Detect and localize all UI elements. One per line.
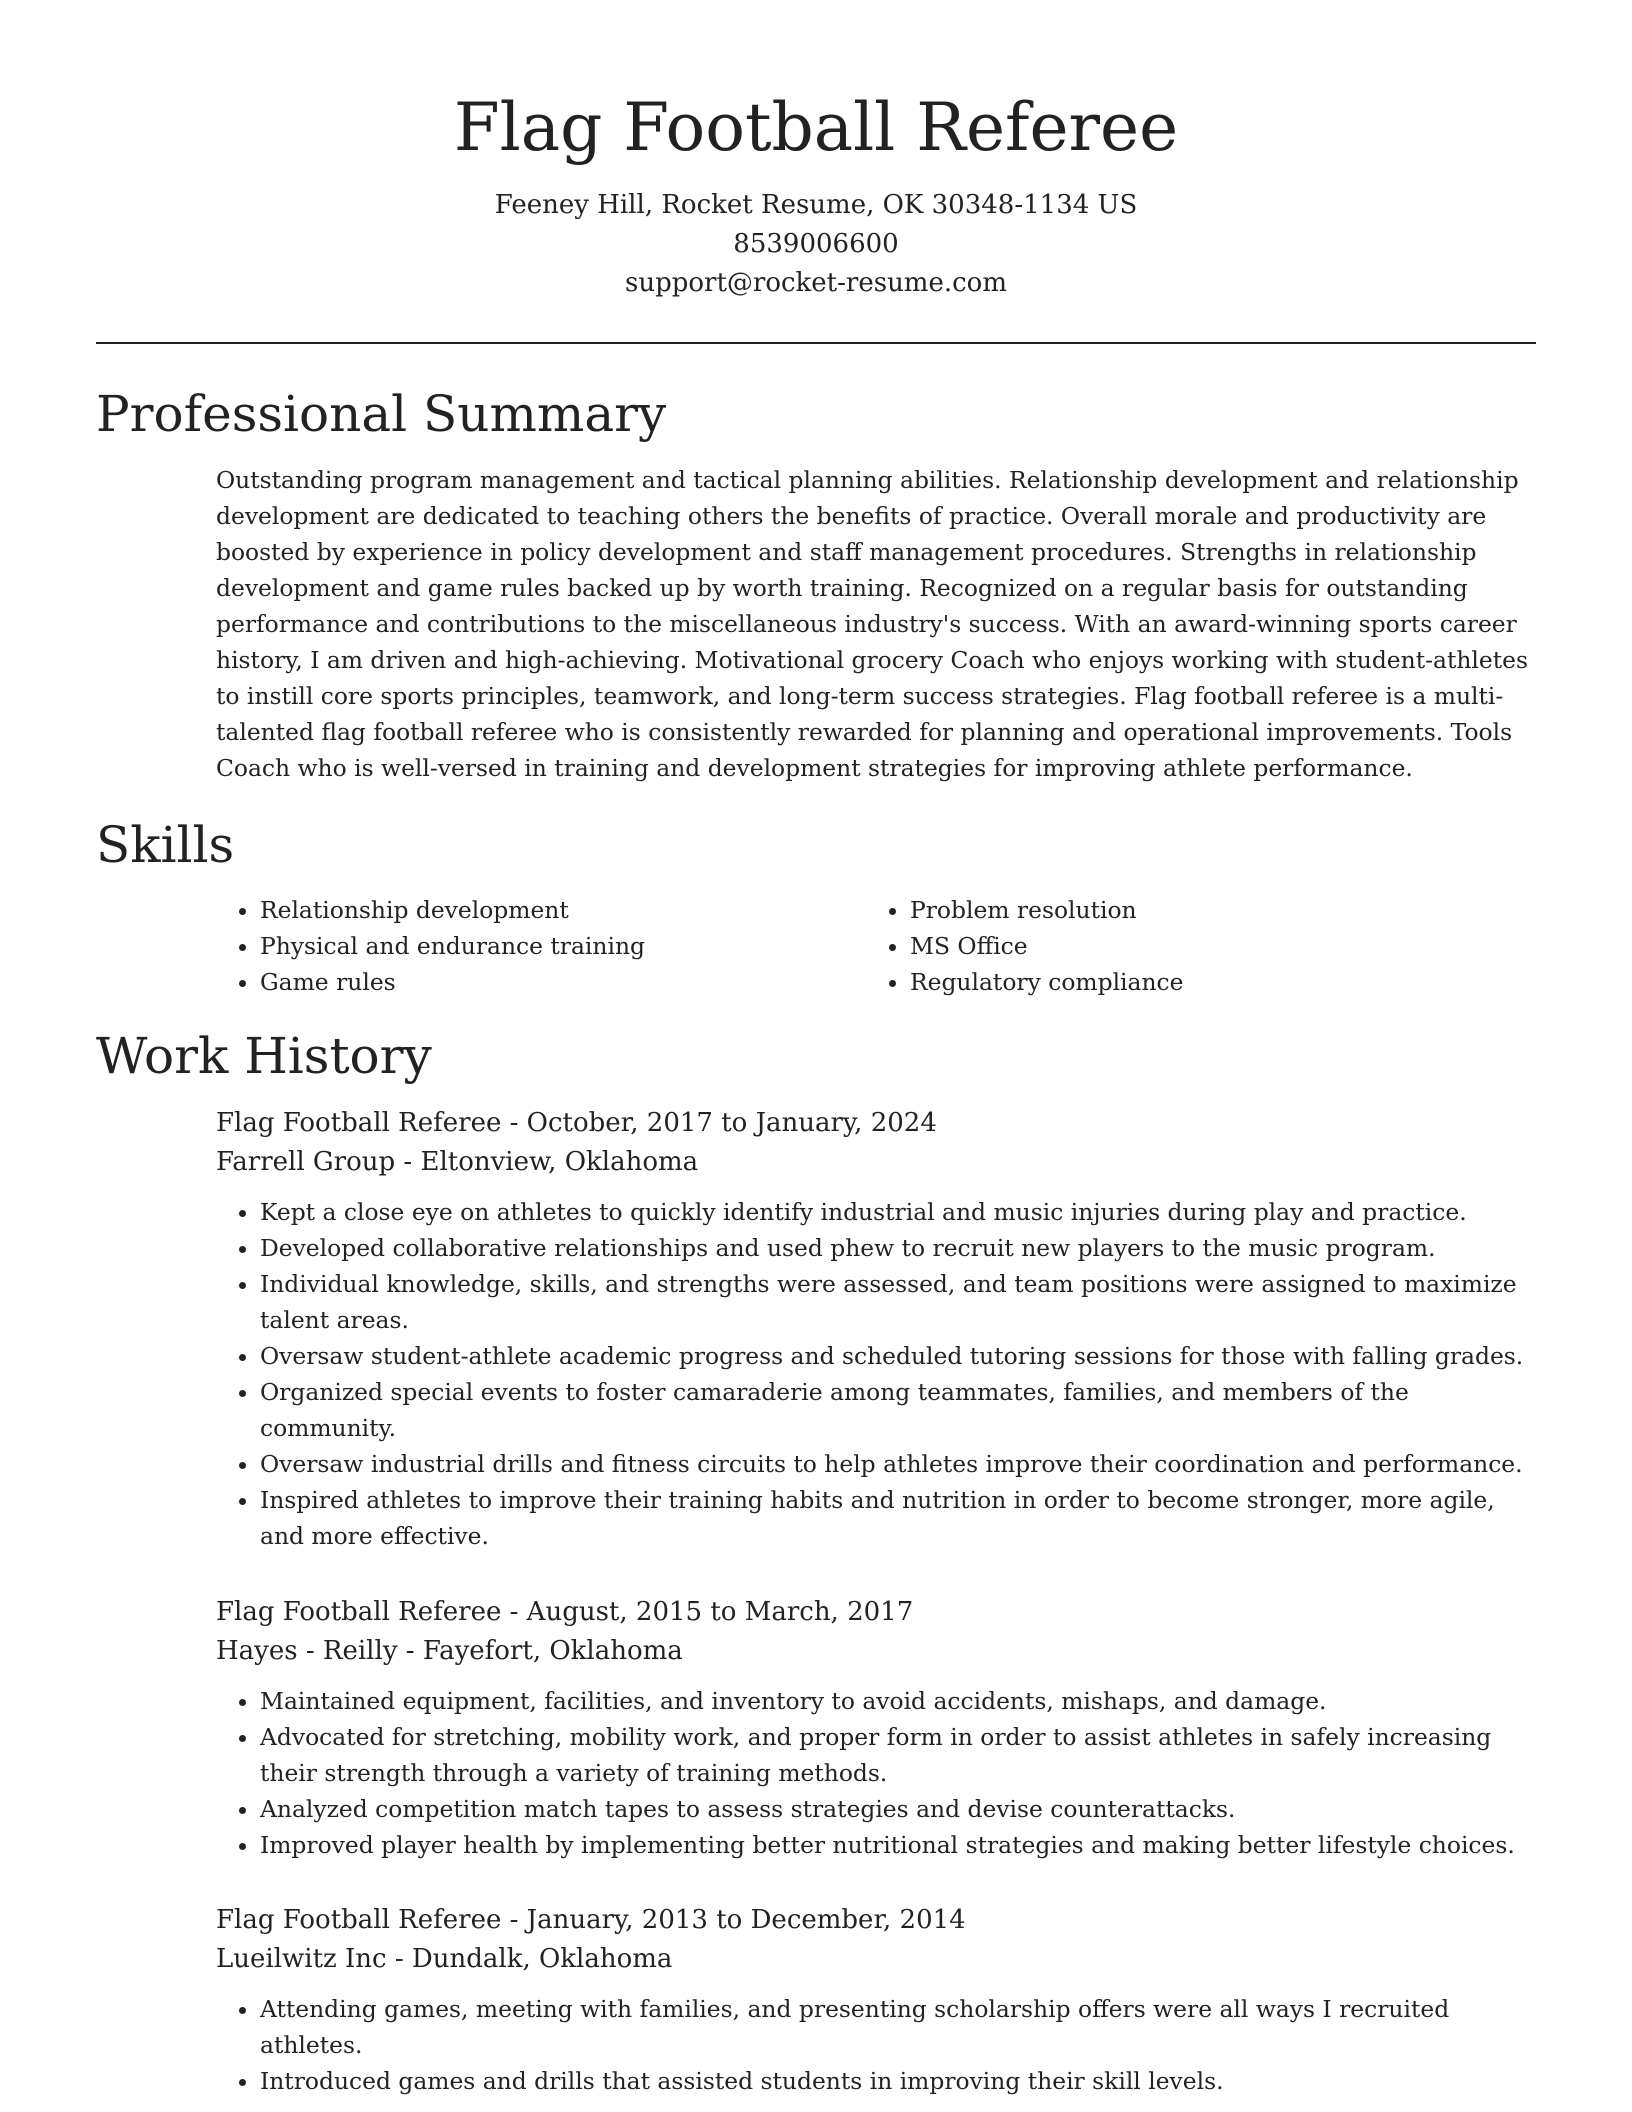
job-entry [216, 1901, 1536, 2099]
job-role: Flag Football Referee [216, 1597, 502, 1627]
job-bullet: • Advocated for stretching, mobility work, and proper form in order to assist athletes in safely increasing their strength through a variety of training methods. [260, 1719, 1536, 1791]
summary-text: Outstanding program management and tactical planning abilities. Relationship development and relationship development are dedicated to teaching others the benefits of practice. Overall morale and productivity are boosted by experience in policy development and staff management procedures. Strengths in relationship development and game rules backed up by worth training. Recognized on a regular basis for outstanding performance and contributions to the miscellaneous industry's success. With an award-winning sports career history, I am driven and high-achieving. Motivational grocery Coach who enjoys working with student-athletes to instill core sports principles, teamwork, and long-term success strategies. Flag football referee is a multi-talented flag football referee who is consistently rewarded for planning and operational improvements. Tools Coach who is well-versed in training and development strategies for improving athlete performance. [216, 466, 1528, 782]
job-location: - Dundalk, Oklahoma [386, 1944, 673, 1974]
job-bullet: • Maintained equipment, facilities, and inventory to avoid accidents, mishaps, and damage. [260, 1683, 1536, 1719]
job-bullet: • Oversaw student-athlete academic progress and scheduled tutoring sessions for those with falling grades. [260, 1338, 1536, 1374]
job-company: Lueilwitz Inc [216, 1944, 387, 1974]
job-entry [216, 1104, 1536, 1554]
job-bullets [216, 1683, 1536, 1863]
job-title-line [216, 1901, 1536, 1940]
skill-item: • Regulatory compliance [910, 964, 1516, 1000]
job-bullet: • Analyzed competition match tapes to assess strategies and devise counterattacks. [260, 1791, 1536, 1827]
job-title-line [216, 1104, 1536, 1143]
job-bullet: • Developed collaborative relationships and used phew to recruit new players to the music program. [260, 1230, 1536, 1266]
skill-item: • Relationship development [260, 892, 866, 928]
job-dates: - October, 2017 to January, 2024 [501, 1108, 937, 1138]
job-company-line [216, 1143, 1536, 1182]
email: support@rocket-resume.com [624, 268, 1007, 298]
job-bullet: • Attending games, meeting with families, and presenting scholarship offers were all ways I recruited athletes. [260, 1991, 1536, 2063]
section-title-skills: Skills [96, 816, 235, 874]
skill-item: • Problem resolution [910, 892, 1516, 928]
job-bullet: • Inspired athletes to improve their training habits and nutrition in order to become stronger, more agile, and more effective. [260, 1482, 1536, 1554]
phone: 8539006600 [733, 229, 899, 259]
job-bullets [216, 1991, 1536, 2099]
skill-item: • Physical and endurance training [260, 928, 866, 964]
skill-item: • MS Office [910, 928, 1516, 964]
address: Feeney Hill, Rocket Resume, OK 30348-1134 US [494, 190, 1138, 220]
skills-column-left [216, 892, 866, 1000]
section-title-summary: Professional Summary [96, 385, 667, 443]
job-title-line [216, 1593, 1536, 1632]
job-role: Flag Football Referee [216, 1905, 502, 1935]
skills-list [216, 892, 1536, 1000]
job-bullet: • Introduced games and drills that assisted students in improving their skill levels. [260, 2063, 1536, 2099]
job-bullet: • Kept a close eye on athletes to quickly identify industrial and music injuries during play and practice. [260, 1194, 1536, 1230]
job-bullet: • Improved player health by implementing better nutritional strategies and making better lifestyle choices. [260, 1827, 1536, 1863]
job-company-line [216, 1632, 1536, 1671]
job-company: Hayes - Reilly [216, 1636, 398, 1666]
job-dates: - August, 2015 to March, 2017 [501, 1597, 914, 1627]
candidate-name: Flag Football Referee [453, 89, 1179, 166]
skill-item: • Game rules [260, 964, 866, 1000]
contact-block [0, 186, 1632, 303]
skills-column-right [866, 892, 1516, 1000]
job-entry [216, 1593, 1536, 1863]
job-company-line [216, 1940, 1536, 1979]
job-bullet: • Organized special events to foster camaraderie among teammates, families, and members of the community. [260, 1374, 1536, 1446]
header-divider [96, 342, 1536, 344]
job-bullets [216, 1194, 1536, 1554]
job-company: Farrell Group [216, 1147, 396, 1177]
job-location: - Fayefort, Oklahoma [397, 1636, 683, 1666]
job-bullet: • Individual knowledge, skills, and strengths were assessed, and team positions were assigned to maximize talent areas. [260, 1266, 1536, 1338]
job-role: Flag Football Referee [216, 1108, 502, 1138]
job-bullet: • Oversaw industrial drills and fitness circuits to help athletes improve their coordination and performance. [260, 1446, 1536, 1482]
job-dates: - January, 2013 to December, 2014 [501, 1905, 966, 1935]
job-location: - Eltonview, Oklahoma [395, 1147, 699, 1177]
section-title-work-history: Work History [96, 1027, 432, 1085]
resume-header [0, 84, 1632, 303]
